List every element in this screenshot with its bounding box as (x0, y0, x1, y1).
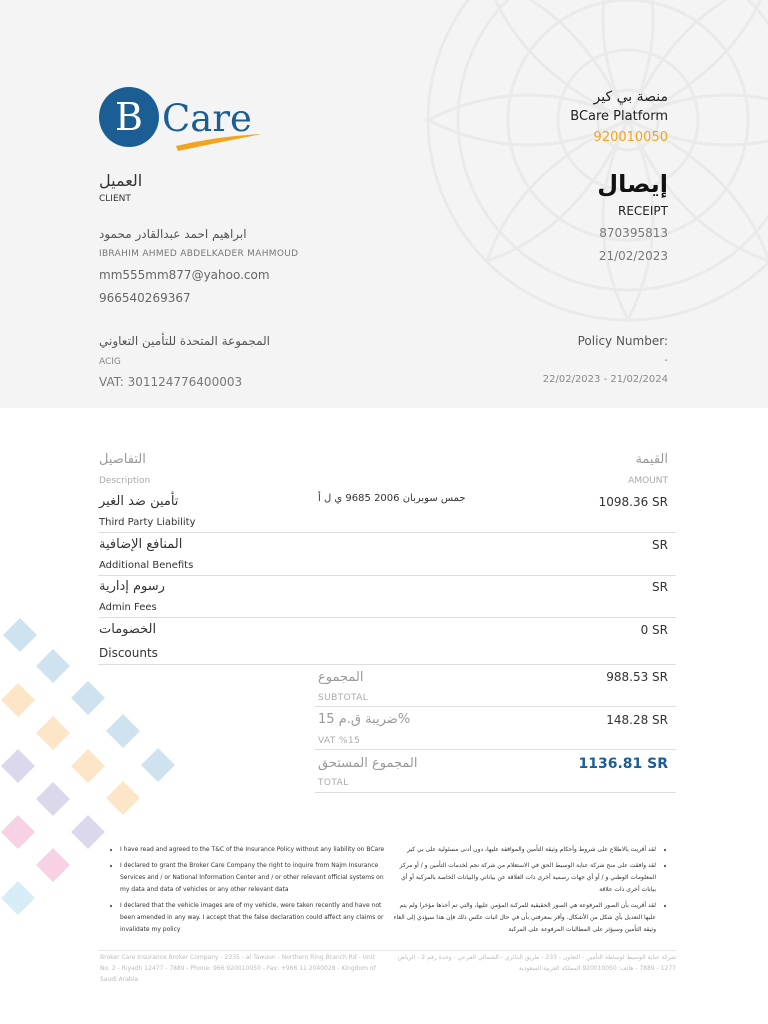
footer-address-ar: شركة عناية الوسيط لوساطة التأمين - التعاون - 233 - طريق الدائري - الشمالي الفرعي - وحدة رقم 2 - الرياض 1277 - 7889 - هاتف: 920010050 المملكة العربية السعودية (397, 954, 676, 972)
amount-heading-en: AMOUNT (628, 476, 668, 486)
receipt-title-en: RECEIPT (618, 204, 668, 218)
row-discounts-ar: الخصومات (99, 622, 157, 637)
client-name-en: IBRAHIM AHMED ABDELKADER MAHMOUD (99, 249, 299, 259)
subtotal-amount: 988.53 SR (606, 670, 668, 684)
receipt-date: 21/02/2023 (598, 249, 668, 263)
total-label-en: TOTAL (318, 778, 349, 788)
term-item-ar: • لقد أقريت بأن الصور المرفوعة هي الصور الحقيقية للمركبة المؤمن عليها، والتي تم أخذها مؤخرا ولم يتم عليها التعديل بأي شكل من الأشكال. وأقر بمعرفتي بأن في حال اثبات عكس ذلك فإن هذا سيؤدي إلى الغاء وثيقة التأمين وسيؤثر على المطالبات المرفوعة على المركبة (390, 900, 656, 936)
row-admin-fees-ar: رسوم إدارية (99, 579, 165, 594)
vehicle-description: جمس سوبربان 2006 9685 ي ل أ (318, 493, 466, 504)
insurer-name-en: ACIG (99, 357, 121, 367)
row-third-party-ar: تأمين ضد الغير (99, 494, 179, 509)
subtotal-label-en: SUBTOTAL (318, 693, 369, 703)
row-divider (98, 532, 676, 533)
insurer-vat: VAT: 301124776400003 (99, 375, 243, 389)
description-heading-en: Description (99, 476, 151, 486)
row-admin-fees-amount: SR (652, 580, 668, 594)
insurer-name-ar: المجموعة المتحدة للتأمين التعاوني (99, 334, 271, 348)
description-heading-ar: التفاصيل (99, 452, 146, 467)
amount-heading-ar: القيمة (635, 452, 668, 467)
vat-label-ar: ضريبة ق.م 15% (318, 712, 411, 727)
row-third-party-en: Third Party Liability (99, 517, 196, 528)
term-item: • I declared to grant the Broker Care Company the right to inquire from Najm Insurance Services and / or National Information Center and / or other relevant official systems on my data and data of vehicles or any other relevant data (120, 860, 385, 896)
client-heading-ar: العميل (99, 171, 143, 190)
client-email: mm555mm877@yahoo.com (99, 268, 270, 282)
client-phone: 966540269367 (99, 291, 191, 305)
receipt-number: 870395813 (599, 226, 668, 240)
terms-english (100, 844, 385, 940)
term-item-ar: • لقد وافقت على منح شركة عناية الوسيط الحق في الاستعلام من شركة نجم لخدمات التأمين و / أو مركز المعلومات الوطني و / أو أي جهات رسمية أخرى ذات العلاقة عن بياناتي والبيانات الخاصة بالمركبة أو أي بيانات أخرى ذات علاقة (390, 860, 656, 896)
terms-arabic (390, 844, 676, 940)
logo-letter: B (115, 95, 143, 139)
summary-divider (315, 792, 676, 793)
summary-divider (315, 706, 676, 707)
total-label-ar: المجموع المستحق (318, 756, 418, 771)
row-admin-fees-en: Admin Fees (99, 602, 157, 613)
term-item-ar: • لقد أقريت بالاطلاع على شروط وأحكام وثيقة التأمين والموافقة عليها، دون أدنى مسئولية على بي كير (390, 844, 656, 856)
summary-divider (315, 749, 676, 750)
policy-number-value: - (664, 355, 668, 366)
logo-text: Care (162, 97, 252, 140)
row-benefits-en: Additional Benefits (99, 560, 194, 571)
footer-divider (98, 950, 676, 951)
platform-name-ar: منصة بي كير (593, 89, 668, 105)
decorative-mandala (418, 0, 768, 350)
term-item: • I declared that the vehicle images are of my vehicle, were taken recently and have not been amended in any way. I accept that the false declaration could affect any claims or invalidate my policy (120, 900, 385, 936)
bcare-logo (98, 86, 268, 154)
row-divider (98, 575, 676, 576)
policy-period: 22/02/2023 - 21/02/2024 (542, 374, 668, 385)
total-amount: 1136.81 SR (578, 756, 668, 772)
subtotal-label-ar: المجموع (318, 670, 364, 685)
row-benefits-amount: SR (652, 538, 668, 552)
row-discounts-en: Discounts (99, 646, 158, 660)
client-heading-en: CLIENT (99, 194, 131, 204)
term-item: • I have read and agreed to the T&C of the Insurance Policy without any liability on BCare (120, 844, 385, 856)
row-third-party-amount: 1098.36 SR (598, 495, 668, 509)
platform-phone: 920010050 (593, 130, 668, 145)
platform-name-en: BCare Platform (570, 109, 668, 124)
policy-number-label: Policy Number: (577, 334, 668, 348)
receipt-title-ar: إيصال (597, 170, 668, 198)
vat-label-en: VAT %15 (318, 736, 361, 746)
footer-address-en: Broker Care Insurance Broker Company - 2335 - al Tawuun - Northern Ring Branch Rd - Unit No. 2 - Riyadh 12477 - 7889 - Phone: 966 920010050 - Fax: +966 11 2040028 - Kingdom of Saudi Arabia (100, 954, 376, 983)
vat-amount: 148.28 SR (606, 713, 668, 727)
row-benefits-ar: المنافع الإضافية (99, 537, 183, 552)
row-discounts-amount: 0 SR (640, 623, 668, 637)
client-name-ar: ابراهيم احمد عبدالقادر محمود (99, 227, 247, 241)
